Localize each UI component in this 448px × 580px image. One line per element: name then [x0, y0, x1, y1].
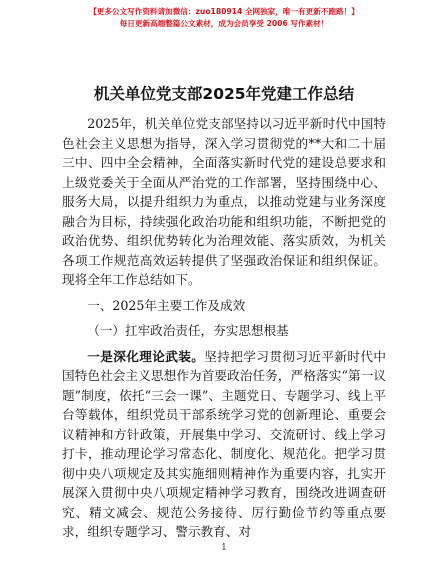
section-heading: 一、2025年主要工作及成效 [87, 297, 246, 313]
document-title: 机关单位党支部2025年党建工作总结 [93, 85, 355, 103]
banner-line-1: 【更多公文写作资料请加微信：zuo180914 全网独家，唯一有更新不跑路！】 [89, 7, 359, 16]
document-body [62, 84, 386, 542]
intro-paragraph: 2025年，机关单位党支部坚持以习近平新时代中国特色社会主义思想为指导，深入学习贯彻党的**大和二十届三中、四中全会精神，全面落实新时代党的建设总要求和上级党委关于全面从严治党的工作部署，坚持围绕中心、服务大局，以提升组织力为重点，以推动党建与业务深度融合为目标，持续强化政治功能和组织功能，不断把党的政治优势、组织优势转化为治理效能、落实质效，为机关各项工作规范高效运转提供了坚强政治保证和组织保证。现将全年工作总结如下。 [62, 116, 386, 287]
page-number: 1 [221, 543, 227, 553]
subsection-heading: （一）扛牢政治责任，夯实思想根基 [87, 323, 289, 338]
banner-line-2: 每日更新高端整篇公文素材，成为会员享受 2006 写作素材！ [119, 19, 329, 28]
paragraph-text: 坚持把学习贯彻习近平新时代中国特色社会主义思想作为首要政治任务，严格落实“第一议题”制度，依托“三会一课”、主题党日、专题学习、线上平台等载体，组织党员干部系统学习党的创新理论、重要会议精神和方针政策，开展集中学习、交流研讨、线上学习打卡，推动理论学习常态化、制度化、规范化。把学习贯彻中央八项规定及其实施细则精神作为重要内容，扎实开展深入贯彻中央八项规定精神学习教育，围绕改进调查研究、精文减会、规范公务接待、厉行勤俭节约等重点要求，组织专题学习、警示教育、对 [62, 348, 387, 539]
body-paragraph [62, 347, 386, 542]
paragraph-lead: 一是深化理论武装。 [87, 348, 205, 364]
promo-banner [0, 6, 448, 30]
